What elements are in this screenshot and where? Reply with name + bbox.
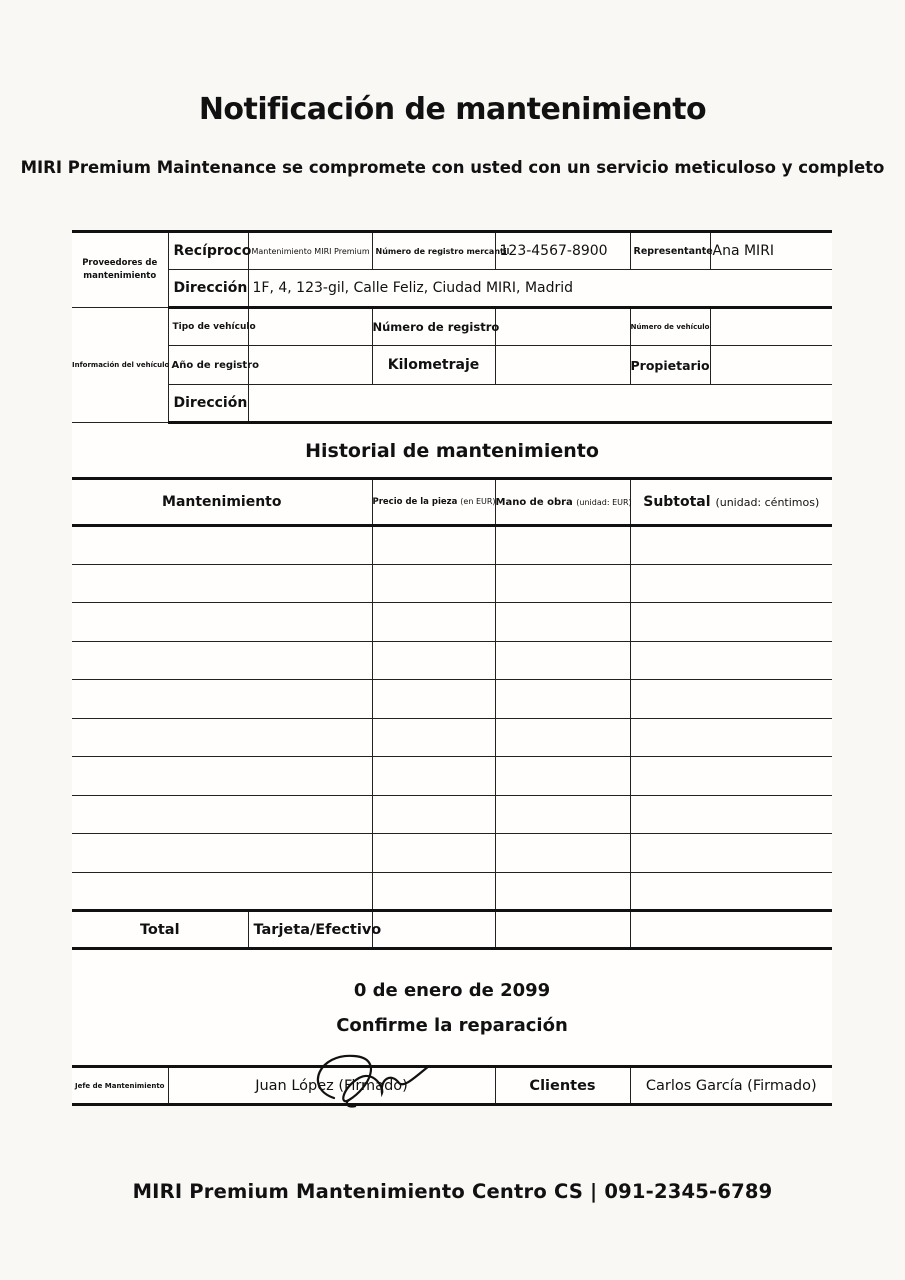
row-mano-cell[interactable] bbox=[495, 603, 630, 642]
provider-section-label: Proveedores de mantenimiento bbox=[72, 232, 168, 308]
col-subtotal-label: Subtotal bbox=[643, 494, 711, 510]
confirmation-date: 0 de enero de 2099 bbox=[353, 980, 551, 1001]
row-subtotal-cell[interactable] bbox=[630, 526, 832, 565]
row-precio-cell[interactable] bbox=[372, 757, 495, 796]
col-subtotal bbox=[630, 479, 832, 526]
provider-direccion-label: Dirección bbox=[168, 270, 248, 308]
total-subtotal-field[interactable] bbox=[630, 911, 832, 949]
col-precio-unit: (en EUR) bbox=[460, 497, 496, 506]
confirmation-block bbox=[72, 949, 832, 1067]
row-subtotal-cell[interactable] bbox=[630, 834, 832, 873]
payment-method-label: Tarjeta/Efectivo bbox=[248, 911, 372, 949]
row-mantenimiento-cell[interactable] bbox=[72, 564, 372, 603]
row-mantenimiento-cell[interactable] bbox=[72, 757, 372, 796]
numero-vehiculo-label: Número de vehículo bbox=[630, 308, 710, 346]
confirmation-text: Confirme la reparación bbox=[336, 1015, 568, 1036]
history-title: Historial de mantenimiento bbox=[72, 423, 832, 479]
table-row bbox=[72, 680, 832, 719]
vehicle-direccion-label: Dirección bbox=[168, 385, 248, 423]
row-precio-cell[interactable] bbox=[372, 680, 495, 719]
table-row bbox=[72, 564, 832, 603]
total-precio-field[interactable] bbox=[372, 911, 495, 949]
row-precio-cell[interactable] bbox=[372, 641, 495, 680]
row-mantenimiento-cell[interactable] bbox=[72, 526, 372, 565]
anio-registro-field[interactable] bbox=[248, 346, 372, 385]
table-row bbox=[72, 795, 832, 834]
numero-registro-field[interactable] bbox=[495, 308, 630, 346]
total-mano-field[interactable] bbox=[495, 911, 630, 949]
clientes-signature-cell[interactable] bbox=[630, 1067, 832, 1105]
row-subtotal-cell[interactable] bbox=[630, 564, 832, 603]
row-subtotal-cell[interactable] bbox=[630, 795, 832, 834]
registro-mercantil-value: 123-4567-8900 bbox=[495, 232, 630, 270]
row-mantenimiento-cell[interactable] bbox=[72, 795, 372, 834]
jefe-label: Jefe de Mantenimiento bbox=[72, 1067, 168, 1105]
col-mantenimiento: Mantenimiento bbox=[72, 479, 372, 526]
col-precio bbox=[372, 479, 495, 526]
total-label: Total bbox=[72, 911, 248, 949]
tipo-vehiculo-label: Tipo de vehículo bbox=[168, 308, 248, 346]
row-mantenimiento-cell[interactable] bbox=[72, 641, 372, 680]
row-mantenimiento-cell[interactable] bbox=[72, 872, 372, 911]
vehicle-direccion-field[interactable] bbox=[248, 385, 832, 423]
row-mano-cell[interactable] bbox=[495, 680, 630, 719]
document-subtitle: MIRI Premium Maintenance se compromete con usted con un servicio meticuloso y completo bbox=[20, 158, 885, 177]
propietario-field[interactable] bbox=[710, 346, 832, 385]
table-row bbox=[72, 526, 832, 565]
table-row bbox=[72, 834, 832, 873]
table-row bbox=[72, 641, 832, 680]
row-precio-cell[interactable] bbox=[372, 795, 495, 834]
row-mantenimiento-cell[interactable] bbox=[72, 834, 372, 873]
reciproco-value: Mantenimiento MIRI Premium bbox=[248, 232, 372, 270]
jefe-name: Juan López (Firmado) bbox=[255, 1077, 408, 1094]
row-mano-cell[interactable] bbox=[495, 872, 630, 911]
row-subtotal-cell[interactable] bbox=[630, 641, 832, 680]
table-row bbox=[72, 872, 832, 911]
clientes-name: Carlos García (Firmado) bbox=[645, 1077, 817, 1094]
row-precio-cell[interactable] bbox=[372, 603, 495, 642]
provider-direccion-value: 1F, 4, 123-gil, Calle Feliz, Ciudad MIRI, Madrid bbox=[248, 270, 832, 308]
maintenance-form bbox=[72, 230, 832, 1110]
row-subtotal-cell[interactable] bbox=[630, 757, 832, 796]
row-subtotal-cell[interactable] bbox=[630, 680, 832, 719]
footer-contact: MIRI Premium Mantenimiento Centro CS | 091-2345-6789 bbox=[132, 1180, 773, 1203]
row-mano-cell[interactable] bbox=[495, 564, 630, 603]
row-subtotal-cell[interactable] bbox=[630, 718, 832, 757]
table-row bbox=[72, 603, 832, 642]
representante-label: Representante bbox=[630, 232, 710, 270]
row-precio-cell[interactable] bbox=[372, 872, 495, 911]
form-table bbox=[72, 230, 832, 1106]
table-row bbox=[72, 718, 832, 757]
row-mano-cell[interactable] bbox=[495, 718, 630, 757]
row-mano-cell[interactable] bbox=[495, 834, 630, 873]
anio-registro-label: Año de registro bbox=[168, 346, 248, 385]
col-subtotal-unit: (unidad: céntimos) bbox=[715, 496, 820, 509]
registro-mercantil-label: Número de registro mercantil bbox=[372, 232, 495, 270]
tipo-vehiculo-field[interactable] bbox=[248, 308, 372, 346]
col-mano-label: Mano de obra bbox=[495, 496, 573, 508]
row-mano-cell[interactable] bbox=[495, 795, 630, 834]
document-title: Notificación de mantenimiento bbox=[198, 92, 707, 127]
row-subtotal-cell[interactable] bbox=[630, 872, 832, 911]
clientes-label: Clientes bbox=[495, 1067, 630, 1105]
row-mantenimiento-cell[interactable] bbox=[72, 680, 372, 719]
representante-value: Ana MIRI bbox=[710, 232, 832, 270]
reciproco-label: Recíproco bbox=[168, 232, 248, 270]
jefe-signature-cell[interactable] bbox=[168, 1067, 495, 1105]
numero-vehiculo-field[interactable] bbox=[710, 308, 832, 346]
kilometraje-field[interactable] bbox=[495, 346, 630, 385]
propietario-label: Propietario bbox=[630, 346, 710, 385]
col-mano-unit: (unidad: EUR) bbox=[576, 497, 632, 507]
row-precio-cell[interactable] bbox=[372, 526, 495, 565]
vehicle-section-label: Información del vehículo bbox=[72, 308, 168, 423]
col-precio-label: Precio de la pieza bbox=[372, 497, 458, 507]
row-precio-cell[interactable] bbox=[372, 564, 495, 603]
row-subtotal-cell[interactable] bbox=[630, 603, 832, 642]
numero-registro-label: Número de registro bbox=[372, 308, 495, 346]
table-row bbox=[72, 757, 832, 796]
col-mano bbox=[495, 479, 630, 526]
row-mano-cell[interactable] bbox=[495, 757, 630, 796]
row-precio-cell[interactable] bbox=[372, 834, 495, 873]
row-mano-cell[interactable] bbox=[495, 641, 630, 680]
history-rows bbox=[72, 526, 832, 911]
row-mantenimiento-cell[interactable] bbox=[72, 718, 372, 757]
row-mantenimiento-cell[interactable] bbox=[72, 603, 372, 642]
row-precio-cell[interactable] bbox=[372, 718, 495, 757]
kilometraje-label: Kilometraje bbox=[372, 346, 495, 385]
row-mano-cell[interactable] bbox=[495, 526, 630, 565]
